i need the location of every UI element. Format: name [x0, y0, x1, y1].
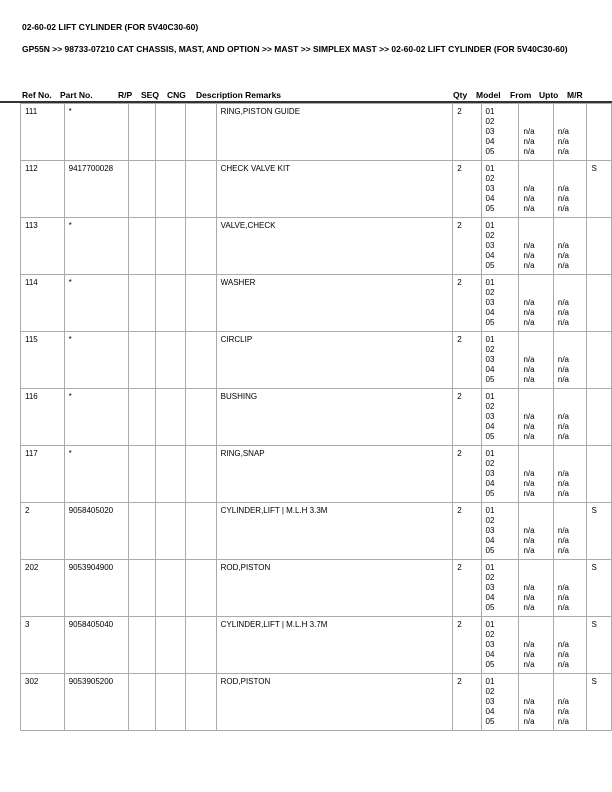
seq-cell — [156, 446, 186, 503]
part-no-cell: 9417700028 — [64, 161, 128, 218]
model-cell: 01 02 03 04 05 — [481, 446, 519, 503]
seq-cell — [156, 104, 186, 161]
part-no-cell: * — [64, 389, 128, 446]
from-cell: n/a n/a n/a — [519, 446, 553, 503]
part-no-cell: 9053905200 — [64, 674, 128, 731]
from-cell: n/a n/a n/a — [519, 161, 553, 218]
mr-cell: S — [587, 503, 612, 560]
rp-cell — [128, 218, 155, 275]
column-header: From — [510, 90, 532, 100]
model-cell: 01 02 03 04 05 — [481, 617, 519, 674]
column-header: Qty — [453, 90, 468, 100]
model-cell: 01 02 03 04 05 — [481, 389, 519, 446]
cng-cell — [186, 104, 217, 161]
qty-cell: 2 — [453, 560, 481, 617]
upto-cell: n/a n/a n/a — [553, 446, 587, 503]
qty-cell: 2 — [453, 275, 481, 332]
seq-cell — [156, 218, 186, 275]
table-row — [21, 104, 612, 161]
upto-cell: n/a n/a n/a — [553, 332, 587, 389]
table-row — [21, 275, 612, 332]
qty-cell: 2 — [453, 104, 481, 161]
qty-cell: 2 — [453, 161, 481, 218]
column-header: CNG — [167, 90, 186, 100]
from-cell: n/a n/a n/a — [519, 104, 553, 161]
qty-cell: 2 — [453, 218, 481, 275]
table-row — [21, 674, 612, 731]
mr-cell — [587, 332, 612, 389]
qty-cell: 2 — [453, 332, 481, 389]
cng-cell — [186, 674, 217, 731]
description-cell: CHECK VALVE KIT — [216, 161, 453, 218]
model-cell: 01 02 03 04 05 — [481, 161, 519, 218]
rp-cell — [128, 503, 155, 560]
ref-no-cell: 202 — [21, 560, 65, 617]
table-row — [21, 446, 612, 503]
upto-cell: n/a n/a n/a — [553, 161, 587, 218]
rp-cell — [128, 161, 155, 218]
model-cell: 01 02 03 04 05 — [481, 674, 519, 731]
mr-cell — [587, 389, 612, 446]
rp-cell — [128, 389, 155, 446]
description-cell: VALVE,CHECK — [216, 218, 453, 275]
model-cell: 01 02 03 04 05 — [481, 560, 519, 617]
description-cell: CIRCLIP — [216, 332, 453, 389]
from-cell: n/a n/a n/a — [519, 218, 553, 275]
column-header: Description Remarks — [196, 90, 282, 100]
ref-no-cell: 112 — [21, 161, 65, 218]
ref-no-cell: 114 — [21, 275, 65, 332]
from-cell: n/a n/a n/a — [519, 332, 553, 389]
description-cell: WASHER — [216, 275, 453, 332]
cng-cell — [186, 389, 217, 446]
upto-cell: n/a n/a n/a — [553, 104, 587, 161]
column-header: SEQ — [141, 90, 159, 100]
mr-cell: S — [587, 674, 612, 731]
mr-cell — [587, 275, 612, 332]
from-cell: n/a n/a n/a — [519, 503, 553, 560]
upto-cell: n/a n/a n/a — [553, 275, 587, 332]
model-cell: 01 02 03 04 05 — [481, 104, 519, 161]
breadcrumb: GP55N >> 98733-07210 CAT CHASSIS, MAST, AND OPTION >> MAST >> SIMPLEX MAST >> 02-60-02 LIFT CYLINDER (FOR 5V40C30-60) — [22, 44, 568, 54]
model-cell: 01 02 03 04 05 — [481, 275, 519, 332]
column-header: M/R — [567, 90, 583, 100]
upto-cell: n/a n/a n/a — [553, 389, 587, 446]
ref-no-cell: 115 — [21, 332, 65, 389]
column-header: R/P — [118, 90, 133, 100]
qty-cell: 2 — [453, 389, 481, 446]
mr-cell — [587, 446, 612, 503]
upto-cell: n/a n/a n/a — [553, 560, 587, 617]
table-row — [21, 218, 612, 275]
upto-cell: n/a n/a n/a — [553, 218, 587, 275]
table-row — [21, 617, 612, 674]
seq-cell — [156, 617, 186, 674]
part-no-cell: 9058405040 — [64, 617, 128, 674]
cng-cell — [186, 560, 217, 617]
qty-cell: 2 — [453, 674, 481, 731]
seq-cell — [156, 389, 186, 446]
ref-no-cell: 3 — [21, 617, 65, 674]
cng-cell — [186, 332, 217, 389]
seq-cell — [156, 503, 186, 560]
table-row — [21, 503, 612, 560]
cng-cell — [186, 275, 217, 332]
seq-cell — [156, 560, 186, 617]
mr-cell: S — [587, 560, 612, 617]
ref-no-cell: 113 — [21, 218, 65, 275]
cng-cell — [186, 161, 217, 218]
qty-cell: 2 — [453, 617, 481, 674]
cng-cell — [186, 446, 217, 503]
qty-cell: 2 — [453, 446, 481, 503]
qty-cell: 2 — [453, 503, 481, 560]
part-no-cell: * — [64, 218, 128, 275]
column-header: Part No. — [60, 90, 93, 100]
ref-no-cell: 116 — [21, 389, 65, 446]
from-cell: n/a n/a n/a — [519, 389, 553, 446]
column-header: Upto — [539, 90, 559, 100]
cng-cell — [186, 617, 217, 674]
table-row — [21, 332, 612, 389]
description-cell: ROD,PISTON — [216, 674, 453, 731]
description-cell: ROD,PISTON — [216, 560, 453, 617]
mr-cell: S — [587, 617, 612, 674]
description-cell: RING,PISTON GUIDE — [216, 104, 453, 161]
cng-cell — [186, 218, 217, 275]
column-header: Ref No. — [22, 90, 52, 100]
from-cell: n/a n/a n/a — [519, 275, 553, 332]
from-cell: n/a n/a n/a — [519, 617, 553, 674]
part-no-cell: 9058405020 — [64, 503, 128, 560]
model-cell: 01 02 03 04 05 — [481, 503, 519, 560]
description-cell: BUSHING — [216, 389, 453, 446]
ref-no-cell: 302 — [21, 674, 65, 731]
upto-cell: n/a n/a n/a — [553, 617, 587, 674]
seq-cell — [156, 161, 186, 218]
part-no-cell: * — [64, 332, 128, 389]
model-cell: 01 02 03 04 05 — [481, 218, 519, 275]
rp-cell — [128, 674, 155, 731]
upto-cell: n/a n/a n/a — [553, 674, 587, 731]
parts-table — [20, 103, 612, 731]
rp-cell — [128, 104, 155, 161]
rp-cell — [128, 275, 155, 332]
table-row — [21, 389, 612, 446]
ref-no-cell: 2 — [21, 503, 65, 560]
rp-cell — [128, 560, 155, 617]
mr-cell: S — [587, 161, 612, 218]
part-no-cell: * — [64, 104, 128, 161]
part-no-cell: * — [64, 275, 128, 332]
model-cell: 01 02 03 04 05 — [481, 332, 519, 389]
seq-cell — [156, 332, 186, 389]
seq-cell — [156, 275, 186, 332]
from-cell: n/a n/a n/a — [519, 560, 553, 617]
upto-cell: n/a n/a n/a — [553, 503, 587, 560]
part-no-cell: 9053904900 — [64, 560, 128, 617]
rp-cell — [128, 446, 155, 503]
seq-cell — [156, 674, 186, 731]
cng-cell — [186, 503, 217, 560]
mr-cell — [587, 104, 612, 161]
ref-no-cell: 117 — [21, 446, 65, 503]
page-title: 02-60-02 LIFT CYLINDER (FOR 5V40C30-60) — [22, 22, 199, 32]
description-cell: CYLINDER,LIFT | M.L.H 3.3M — [216, 503, 453, 560]
ref-no-cell: 111 — [21, 104, 65, 161]
table-row — [21, 560, 612, 617]
rp-cell — [128, 332, 155, 389]
table-row — [21, 161, 612, 218]
part-no-cell: * — [64, 446, 128, 503]
description-cell: RING,SNAP — [216, 446, 453, 503]
rp-cell — [128, 617, 155, 674]
from-cell: n/a n/a n/a — [519, 674, 553, 731]
description-cell: CYLINDER,LIFT | M.L.H 3.7M — [216, 617, 453, 674]
column-header: Model — [476, 90, 501, 100]
mr-cell — [587, 218, 612, 275]
